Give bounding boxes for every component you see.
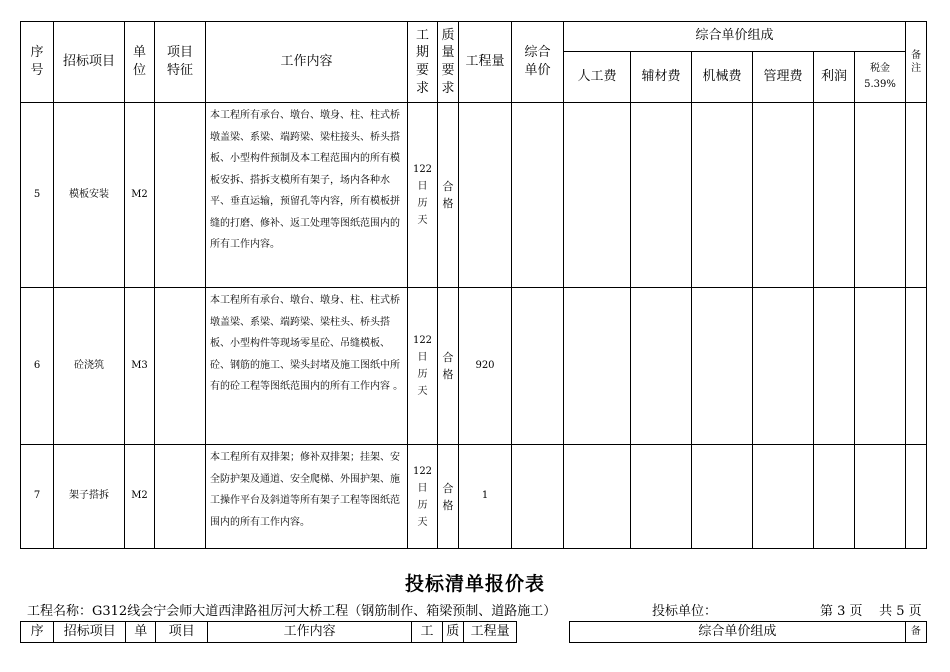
row-machinery [692, 445, 753, 549]
next-header-period: 工 [412, 622, 442, 643]
table-row [21, 445, 927, 549]
project-name: 工程名称：G312线会宁会师大道西津路祖厉河大桥工程（钢筋制作、箱梁预制、道路施工） [27, 604, 557, 619]
header-profit: 利润 [814, 52, 855, 103]
header-aux-material: 辅材费 [631, 52, 692, 103]
row-feature [155, 288, 206, 445]
next-header-composition: 综合单价组成 [570, 622, 906, 643]
row-period: 122 日 历 天 [408, 288, 438, 445]
next-header-unit: 单 [126, 622, 156, 643]
row-quality: 合 格 [438, 288, 459, 445]
row-labor [564, 288, 631, 445]
row-machinery [692, 103, 753, 288]
row-aux-material [631, 288, 692, 445]
row-work: 本工程所有承台、墩台、墩身、柱、柱式桥墩盖梁、系梁、端跨梁、梁柱接头、桥头搭板、小型构件预制及本工程范围内的所有模板安拆、搭拆支模所有架子，场内各种水平、垂直运输，预留孔等内容，所有模板拼缝的打磨、修补、返工处理等图纸范围内的所有工作内容。 [206, 103, 408, 288]
row-quality: 合 格 [438, 445, 459, 549]
row-unit-price [512, 445, 564, 549]
table-row [21, 103, 927, 288]
row-management [753, 103, 814, 288]
row-quantity [459, 103, 512, 288]
row-quality: 合 格 [438, 103, 459, 288]
next-header-feature: 项目 [156, 622, 208, 643]
bidder-label: 投标单位： [652, 604, 718, 619]
row-aux-material [631, 445, 692, 549]
table-header-row [21, 22, 927, 52]
header-item: 招标项目 [54, 22, 125, 103]
row-unit: M2 [125, 445, 155, 549]
header-machinery: 机械费 [692, 52, 753, 103]
header-composition: 综合单价组成 [564, 22, 906, 52]
row-item: 砼浇筑 [54, 288, 125, 445]
header-quantity: 工程量 [459, 22, 512, 103]
row-unit: M3 [125, 288, 155, 445]
row-management [753, 288, 814, 445]
row-remark [906, 445, 927, 549]
row-tax [855, 288, 906, 445]
row-unit-price [512, 288, 564, 445]
header-seq: 序 号 [21, 22, 54, 103]
table-row [21, 288, 927, 445]
header-quality: 质 量 要 求 [438, 22, 459, 103]
header-remark: 备 注 [906, 22, 927, 103]
row-seq: 5 [21, 103, 54, 288]
next-header-quantity: 工程量 [463, 622, 517, 643]
header-work: 工作内容 [206, 22, 408, 103]
header-period: 工 期 要 求 [408, 22, 438, 103]
next-header-item: 招标项目 [54, 622, 126, 643]
row-tax [855, 445, 906, 549]
row-seq: 6 [21, 288, 54, 445]
header-tax: 税金 5.39% [855, 52, 906, 103]
row-work: 本工程所有双排架；修补双排架；挂架、安全防护架及通道、安全爬梯、外围护架、施工操作平台及斜道等所有架子工程等图纸范围内的所有工作内容。 [206, 445, 408, 549]
next-header-row [21, 622, 927, 643]
row-labor [564, 445, 631, 549]
header-unit-price: 综合 单价 [512, 22, 564, 103]
row-seq: 7 [21, 445, 54, 549]
header-labor: 人工费 [564, 52, 631, 103]
row-unit: M2 [125, 103, 155, 288]
row-management [753, 445, 814, 549]
row-item: 架子搭拆 [54, 445, 125, 549]
row-period: 122 日 历 天 [408, 445, 438, 549]
row-quantity: 1 [459, 445, 512, 549]
row-labor [564, 103, 631, 288]
page-title: 投标清单报价表 [404, 573, 545, 595]
next-header-remark: 备 [905, 622, 926, 643]
next-table-header [20, 621, 927, 643]
row-remark [906, 288, 927, 445]
page-info: 第 3 页 共 5 页 [820, 604, 922, 619]
row-remark [906, 103, 927, 288]
row-tax [855, 103, 906, 288]
row-unit-price [512, 103, 564, 288]
row-feature [155, 445, 206, 549]
row-quantity: 920 [459, 288, 512, 445]
row-work: 本工程所有承台、墩台、墩身、柱、柱式桥墩盖梁、系梁、端跨梁、梁柱头、桥头搭板、小型构件等现场零星砼、吊缝模板、砼、钢筋的施工、梁头封堵及施工图纸中所有的砼工程等图纸范围内的所有工作内容 。 [206, 288, 408, 445]
header-management: 管理费 [753, 52, 814, 103]
row-feature [155, 103, 206, 288]
row-machinery [692, 288, 753, 445]
next-header-work: 工作内容 [208, 622, 412, 643]
row-item: 模板安装 [54, 103, 125, 288]
row-profit [814, 103, 855, 288]
next-header-gap [517, 622, 570, 643]
bid-price-table [20, 21, 927, 549]
row-profit [814, 445, 855, 549]
next-header-seq: 序 [21, 622, 54, 643]
row-period: 122 日 历 天 [408, 103, 438, 288]
row-profit [814, 288, 855, 445]
header-unit: 单 位 [125, 22, 155, 103]
next-header-quality: 质 [442, 622, 463, 643]
header-feature: 项目 特征 [155, 22, 206, 103]
row-aux-material [631, 103, 692, 288]
